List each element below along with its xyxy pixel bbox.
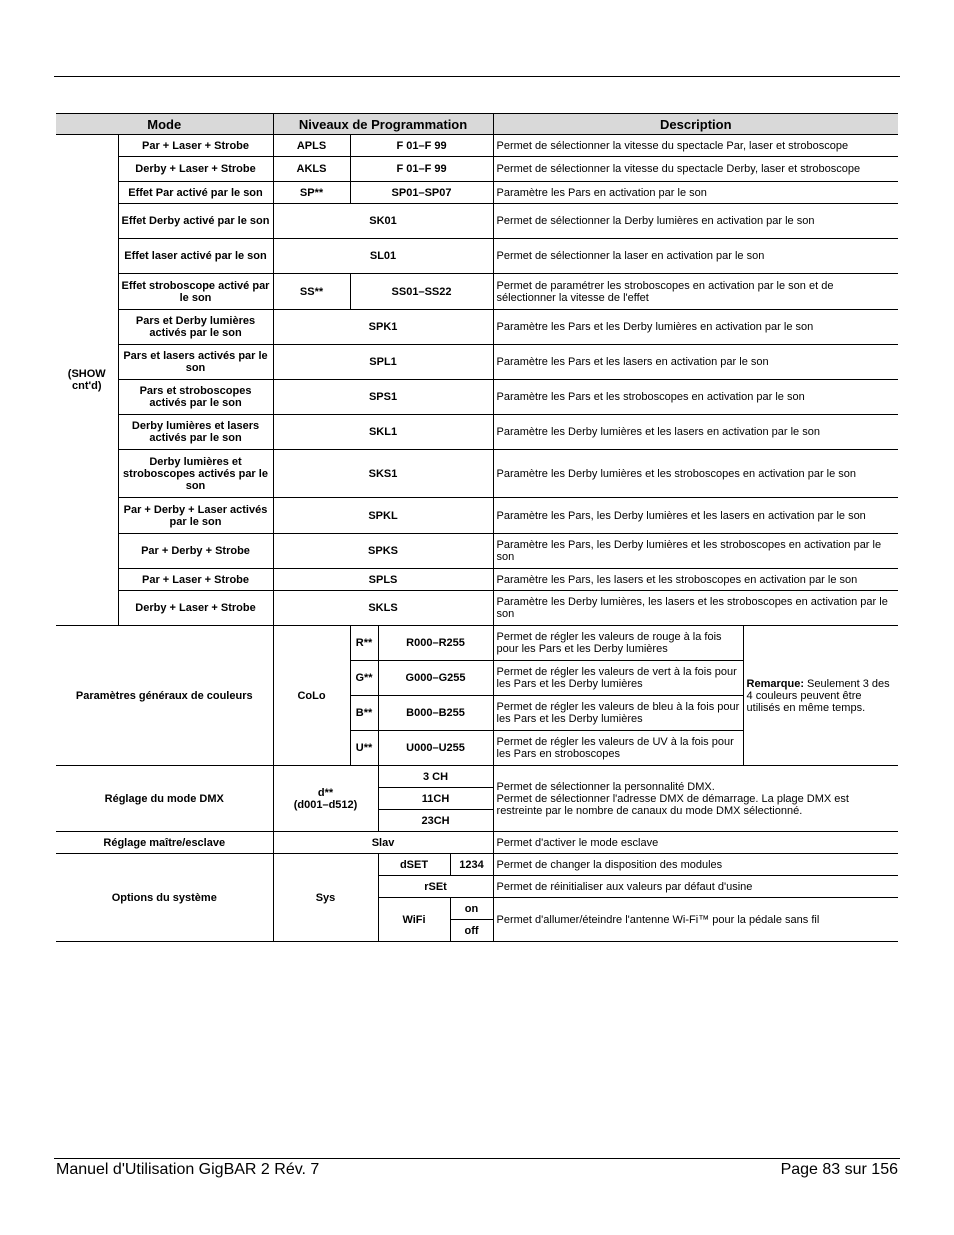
rset-description: Permet de réinitialiser aux valeurs par défaut d'usine — [493, 876, 898, 898]
description: Paramètre les Pars, les Derby lumières et les lasers en activation par le son — [493, 498, 898, 534]
program-value: SPKL — [273, 498, 493, 534]
table-row — [56, 854, 898, 876]
program-value: SPKS — [273, 534, 493, 569]
color-note-label: Remarque: — [746, 677, 804, 690]
table-row — [56, 239, 898, 274]
dmx-address-code — [273, 766, 378, 832]
description: Paramètre les Pars et les lasers en activation par le son — [493, 345, 898, 380]
description: Permet de sélectionner la laser en activation par le son — [493, 239, 898, 274]
description: Permet de sélectionner la vitesse du spectacle Par, laser et stroboscope — [493, 135, 898, 157]
system-options-label: Options du système — [56, 854, 273, 942]
wifi-off-option: off — [450, 920, 493, 942]
description: Paramètre les Derby lumières et les lasers en activation par le son — [493, 415, 898, 450]
dmx-channel-option: 11CH — [378, 788, 493, 810]
slave-code: Slav — [273, 832, 493, 854]
program-value: SPK1 — [273, 310, 493, 345]
mode-name: Derby + Laser + Strobe — [118, 591, 273, 626]
color-channel-range: B000–B255 — [378, 696, 493, 731]
table-row — [56, 182, 898, 204]
mode-name: Derby + Laser + Strobe — [118, 157, 273, 182]
table-body — [56, 135, 898, 942]
programming-table — [56, 113, 898, 942]
program-range: SS01–SS22 — [350, 274, 493, 310]
dmx-description — [493, 766, 898, 832]
table-row — [56, 345, 898, 380]
mode-name: Effet laser activé par le son — [118, 239, 273, 274]
color-note-text: Seulement 3 des 4 couleurs peuvent être utilisés en même temps. — [746, 677, 890, 714]
dmx-channel-option: 3 CH — [378, 766, 493, 788]
program-value: SKS1 — [273, 450, 493, 498]
table-row — [56, 204, 898, 239]
program-range: SP01–SP07 — [350, 182, 493, 204]
program-value: SPLS — [273, 569, 493, 591]
table-row — [56, 626, 898, 661]
mode-name: Pars et lasers activés par le son — [118, 345, 273, 380]
mode-name: Par + Laser + Strobe — [118, 569, 273, 591]
show-group-label: (SHOW cnt'd) — [56, 135, 118, 626]
dmx-description-line: Permet de sélectionner la personnalité DMX. — [496, 780, 715, 793]
mode-name: Pars et stroboscopes activés par le son — [118, 380, 273, 415]
table-row — [56, 832, 898, 854]
footer-manual-title: Manuel d'Utilisation GigBAR 2 Rév. 7 — [56, 1161, 320, 1178]
levels-header: Niveaux de Programmation — [273, 114, 493, 135]
color-channel-code: B** — [350, 696, 378, 731]
mode-name: Derby lumières et lasers activés par le son — [118, 415, 273, 450]
wifi-description: Permet d'allumer/éteindre l'antenne Wi-Fi™ pour la pédale sans fil — [493, 898, 898, 942]
table-row — [56, 380, 898, 415]
color-channel-range: U000–U255 — [378, 731, 493, 766]
dmx-channel-option: 23CH — [378, 810, 493, 832]
program-range: F 01–F 99 — [350, 135, 493, 157]
mode-name: Pars et Derby lumières activés par le son — [118, 310, 273, 345]
table-row — [56, 534, 898, 569]
slave-label: Réglage maître/esclave — [56, 832, 273, 854]
dmx-address-range: (d001–d512) — [293, 798, 358, 811]
description: Paramètre les Derby lumières et les stroboscopes en activation par le son — [493, 450, 898, 498]
slave-description: Permet d'activer le mode esclave — [493, 832, 898, 854]
program-value: SL01 — [273, 239, 493, 274]
rset-code: rSEt — [378, 876, 493, 898]
color-channel-range: G000–G255 — [378, 661, 493, 696]
program-value: SPS1 — [273, 380, 493, 415]
program-code: AKLS — [273, 157, 350, 182]
dmx-description-line: Permet de sélectionner l'adresse DMX de démarrage. La plage DMX est restreinte par le nombre de canaux du mode DMX sélectionné. — [496, 792, 849, 817]
color-channel-code: G** — [350, 661, 378, 696]
dset-description: Permet de changer la disposition des modules — [493, 854, 898, 876]
color-channel-code: U** — [350, 731, 378, 766]
program-value: SPL1 — [273, 345, 493, 380]
program-code: SS** — [273, 274, 350, 310]
dmx-mode-label: Réglage du mode DMX — [56, 766, 273, 832]
description: Paramètre les Derby lumières, les lasers et les stroboscopes en activation par le son — [493, 591, 898, 626]
table-row — [56, 415, 898, 450]
mode-header: Mode — [56, 114, 273, 135]
table-row — [56, 310, 898, 345]
header-row — [56, 114, 898, 135]
mode-name: Effet stroboscope activé par le son — [118, 274, 273, 310]
program-code: APLS — [273, 135, 350, 157]
description: Paramètre les Pars, les Derby lumières et les stroboscopes en activation par le son — [493, 534, 898, 569]
wifi-on-option: on — [450, 898, 493, 920]
dset-value: 1234 — [450, 854, 493, 876]
mode-name: Par + Derby + Strobe — [118, 534, 273, 569]
footer-page-number: Page 83 sur 156 — [780, 1161, 898, 1178]
program-range: F 01–F 99 — [350, 157, 493, 182]
description: Permet de sélectionner la vitesse du spectacle Derby, laser et stroboscope — [493, 157, 898, 182]
dmx-code: d** — [317, 786, 334, 799]
table-row — [56, 157, 898, 182]
footer-rule — [54, 1158, 900, 1159]
color-channel-description: Permet de régler les valeurs de UV à la fois pour les Pars en stroboscopes — [493, 731, 743, 766]
table-row — [56, 569, 898, 591]
mode-name: Effet Par activé par le son — [118, 182, 273, 204]
description: Permet de sélectionner la Derby lumières en activation par le son — [493, 204, 898, 239]
description: Paramètre les Pars et les stroboscopes en activation par le son — [493, 380, 898, 415]
description-header: Description — [493, 114, 898, 135]
color-code: CoLo — [273, 626, 350, 766]
program-value: SKL1 — [273, 415, 493, 450]
table-row — [56, 135, 898, 157]
mode-name: Par + Laser + Strobe — [118, 135, 273, 157]
program-value: SK01 — [273, 204, 493, 239]
mode-name: Derby lumières et stroboscopes activés par le son — [118, 450, 273, 498]
description: Paramètre les Pars et les Derby lumières en activation par le son — [493, 310, 898, 345]
description: Paramètre les Pars en activation par le son — [493, 182, 898, 204]
color-channel-description: Permet de régler les valeurs de bleu à la fois pour les Pars et les Derby lumières — [493, 696, 743, 731]
color-channel-description: Permet de régler les valeurs de vert à la fois pour les Pars et les Derby lumières — [493, 661, 743, 696]
table-row — [56, 591, 898, 626]
table-row — [56, 766, 898, 788]
description: Paramètre les Pars, les lasers et les stroboscopes en activation par le son — [493, 569, 898, 591]
dset-code: dSET — [378, 854, 450, 876]
mode-name: Par + Derby + Laser activés par le son — [118, 498, 273, 534]
mode-name: Effet Derby activé par le son — [118, 204, 273, 239]
table-row — [56, 498, 898, 534]
color-channel-description: Permet de régler les valeurs de rouge à la fois pour les Pars et les Derby lumières — [493, 626, 743, 661]
program-value: SKLS — [273, 591, 493, 626]
table-row — [56, 274, 898, 310]
system-code: Sys — [273, 854, 378, 942]
color-note — [743, 626, 898, 766]
wifi-code: WiFi — [378, 898, 450, 942]
description: Permet de paramétrer les stroboscopes en activation par le son et de sélectionner la vitesse de l'effet — [493, 274, 898, 310]
color-channel-code: R** — [350, 626, 378, 661]
color-settings-label: Paramètres généraux de couleurs — [56, 626, 273, 766]
color-channel-range: R000–R255 — [378, 626, 493, 661]
table-row — [56, 450, 898, 498]
program-code: SP** — [273, 182, 350, 204]
header-rule — [54, 76, 900, 77]
